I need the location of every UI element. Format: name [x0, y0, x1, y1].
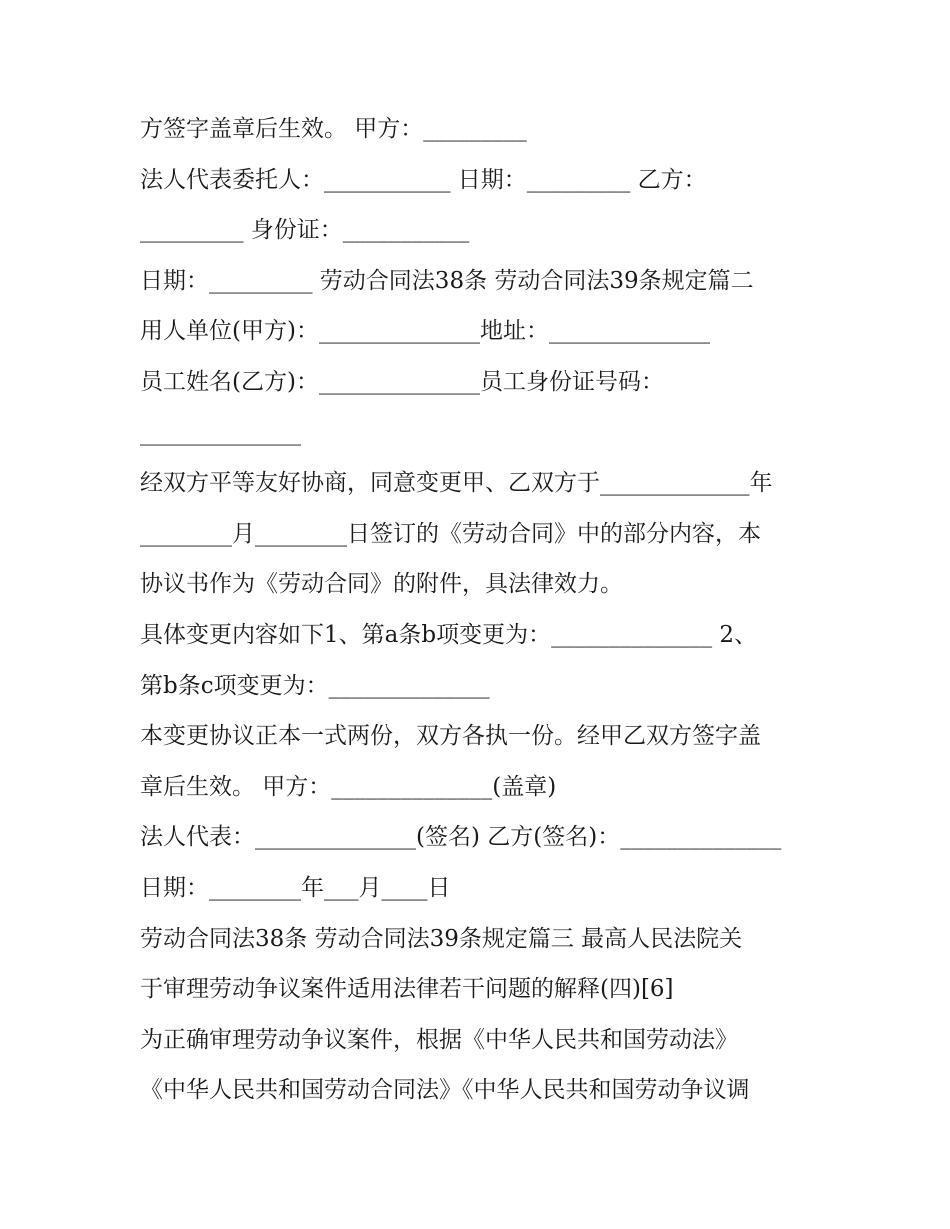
text-line-3: _________ 身份证：___________ — [140, 217, 470, 244]
text-line-18: 于审理劳动争议案件适用法律若干问题的解释(四)[6] — [140, 976, 674, 1003]
text-line-15: 法人代表：______________(签名) 乙方(签名)：______________ — [140, 824, 782, 851]
text-line-10: 协议书作为《劳动合同》的附件，具法律效力。 — [140, 571, 623, 598]
text-line-4: 日期：_________ 劳动合同法38条 劳动合同法39条规定篇二 — [140, 267, 754, 294]
text-line-19: 为正确审理劳动争议案件，根据《中华人民共和国劳动法》 — [140, 1026, 738, 1053]
text-line-12: 第b条c项变更为：______________ — [140, 672, 490, 699]
text-line-11: 具体变更内容如下1、第a条b项变更为：______________ 2、 — [140, 621, 758, 648]
text-line-14: 章后生效。 甲方：______________(盖章) — [140, 773, 557, 800]
text-line-17: 劳动合同法38条 劳动合同法39条规定篇三 最高人民法院关 — [140, 925, 743, 952]
text-line-6: 员工姓名(乙方)：______________员工身份证号码： — [140, 368, 664, 395]
text-line-9: ________月________日签订的《劳动合同》中的部分内容，本 — [140, 520, 761, 547]
text-line-2: 法人代表委托人：___________ 日期：_________ 乙方： — [140, 166, 707, 193]
text-line-13: 本变更协议正本一式两份，双方各执一份。经甲乙双方签字盖 — [140, 723, 761, 750]
text-line-16: 日期：________年___月____日 — [140, 874, 451, 901]
text-line-1: 方签字盖章后生效。 甲方：_________ — [140, 116, 527, 142]
text-line-7: ______________ — [140, 419, 301, 446]
text-line-5: 用人单位(甲方)：______________地址：______________ — [140, 318, 710, 345]
text-line-8: 经双方平等友好协商，同意变更甲、乙双方于_____________年 — [140, 470, 773, 497]
text-line-20: 《中华人民共和国劳动合同法》《中华人民共和国劳动争议调 — [140, 1077, 750, 1104]
document-body — [140, 104, 820, 1116]
